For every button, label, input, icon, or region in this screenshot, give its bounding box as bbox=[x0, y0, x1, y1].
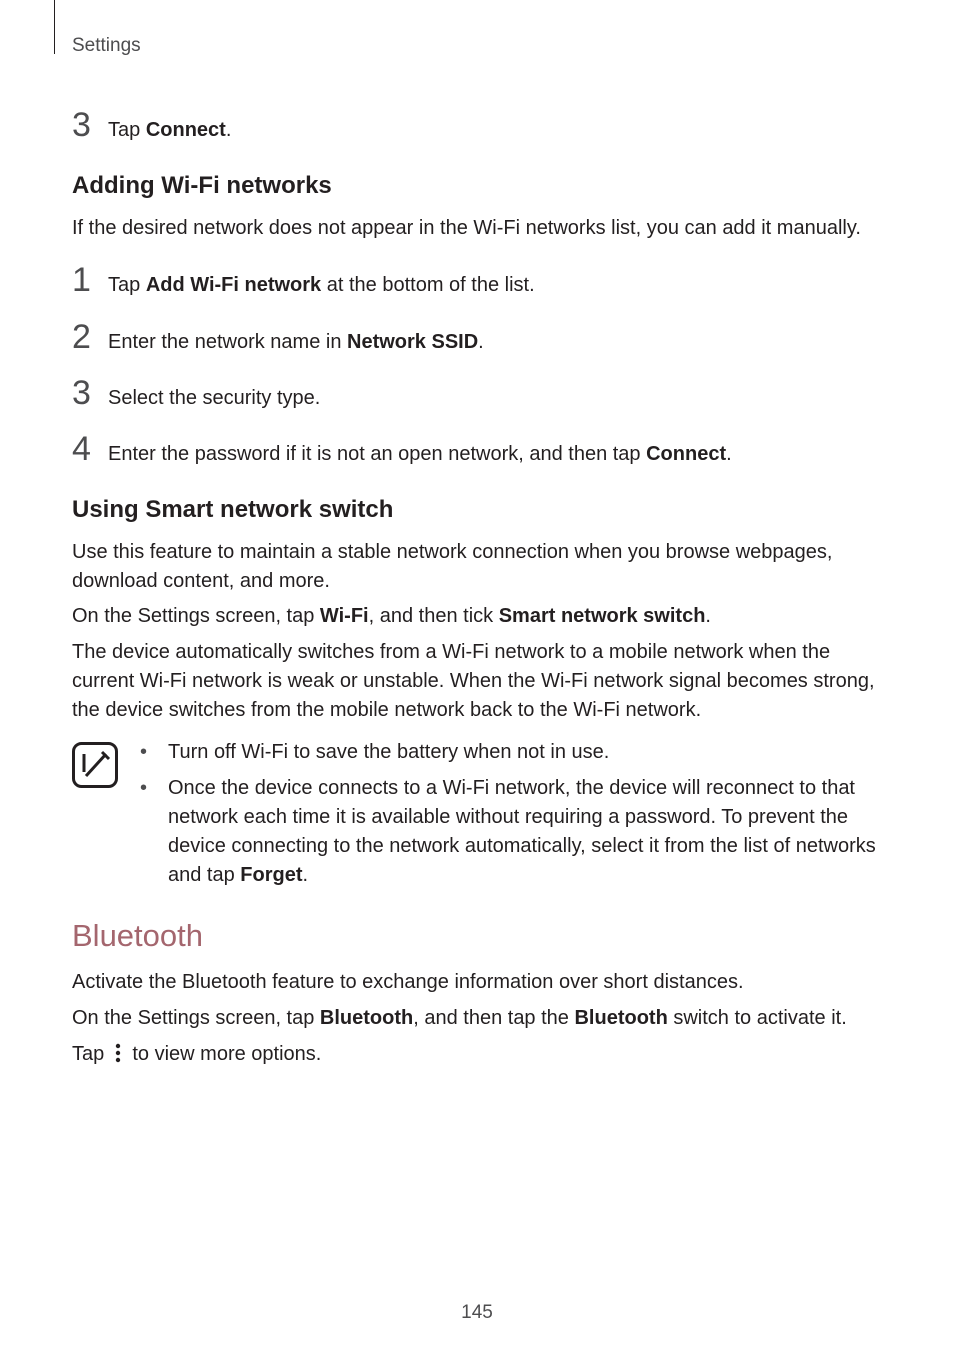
note-pencil-icon bbox=[72, 742, 118, 788]
paragraph: On the Settings screen, tap Wi-Fi, and then tick Smart network switch. bbox=[72, 605, 711, 627]
step-text: Enter the network name in Network SSID. bbox=[108, 331, 484, 353]
bullet-text: Turn off Wi-Fi to save the battery when not in use. bbox=[168, 741, 610, 763]
page-number: 145 bbox=[461, 1302, 493, 1323]
paragraph: The device automatically switches from a Wi-Fi network to a mobile network when the current Wi-Fi network is weak or unstable. When the Wi-Fi network signal becomes strong, the device switches from the mobile network back to the Wi-Fi network. bbox=[72, 641, 875, 721]
more-options-icon bbox=[113, 1043, 123, 1063]
paragraph: Activate the Bluetooth feature to exchange information over short distances. bbox=[72, 971, 744, 993]
list-item bbox=[136, 738, 876, 767]
section-title: Bluetooth bbox=[72, 918, 203, 953]
step-text: Tap Connect. bbox=[108, 119, 232, 141]
section-heading: Adding Wi-Fi networks bbox=[72, 172, 332, 199]
step-text: Tap Add Wi-Fi network at the bottom of the list. bbox=[108, 274, 535, 296]
bullet-dot: • bbox=[140, 777, 148, 799]
step-item bbox=[72, 108, 231, 144]
bullet-dot: • bbox=[140, 741, 148, 763]
step-number: 1 bbox=[72, 261, 91, 299]
bullet-text: Once the device connects to a Wi-Fi network, the device will reconnect to that network each time it is available without requiring a password. To prevent the device connecting to the network automatically, select it from the list of networks and tap Forget. bbox=[168, 777, 876, 886]
section-heading: Using Smart network switch bbox=[72, 496, 394, 523]
step-text: Enter the password if it is not an open network, and then tap Connect. bbox=[108, 443, 732, 465]
running-header: Settings bbox=[72, 35, 141, 56]
step-item bbox=[72, 376, 320, 412]
paragraph: Use this feature to maintain a stable network connection when you browse webpages, download content, and more. bbox=[72, 541, 833, 592]
paragraph: If the desired network does not appear in the Wi-Fi networks list, you can add it manually. bbox=[72, 217, 861, 239]
step-text: Select the security type. bbox=[108, 387, 321, 409]
step-number: 3 bbox=[72, 374, 91, 412]
step-item bbox=[72, 432, 732, 468]
step-number: 3 bbox=[72, 106, 91, 144]
step-item bbox=[72, 320, 484, 356]
header-rule bbox=[54, 0, 55, 54]
paragraph: On the Settings screen, tap Bluetooth, and then tap the Bluetooth switch to activate it. bbox=[72, 1007, 847, 1029]
step-item bbox=[72, 263, 535, 299]
note-list bbox=[136, 738, 876, 897]
list-item bbox=[136, 774, 876, 890]
paragraph: Tap to view more options. bbox=[72, 1043, 322, 1065]
step-number: 2 bbox=[72, 318, 91, 356]
step-number: 4 bbox=[72, 430, 91, 468]
